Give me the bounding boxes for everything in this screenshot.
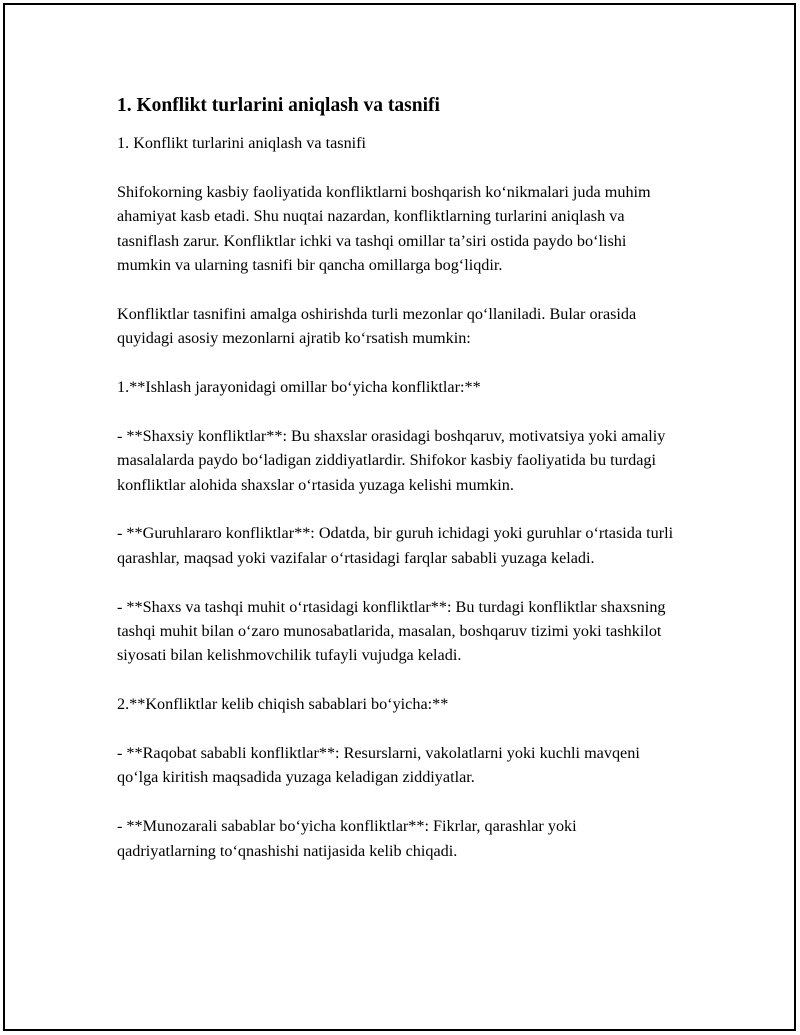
subtitle-paragraph: 1. Konflikt turlarini aniqlash va tasnifi (117, 134, 367, 152)
list-item-environment-conflicts: - **Shaxs va tashqi muhit oʻrtasidagi konfliktlar**: Bu turdagi konfliktlar shaxsning tashqi muhit bilan oʻzaro munosabatlarida, masalan, boshqaruv tizimi yoki tashkilot siyosati bilan kelishmovchilik tufayli vujudga keladi. (117, 597, 666, 665)
list-item-personal-conflicts: - **Shaxsiy konfliktlar**: Bu shaxslar orasidagi boshqaruv, motivatsiya yoki amaliy masalalarda paydo boʻladigan ziddiyatlardir. Shifokor kasbiy faoliyatida bu turdagi konfliktlar alohida shaxslar oʻrtasida yuzaga kelishi mumkin. (117, 426, 666, 494)
list-item-debate-conflicts: - **Munozarali sabablar boʻyicha konfliktlar**: Fikrlar, qarashlar yoki qadriyatlarning toʻqnashishi natijasida kelib chiqadi. (117, 817, 577, 860)
section-2-title: 2.**Konfliktlar kelib chiqish sabablari boʻyicha:** (117, 695, 449, 714)
document-body (117, 93, 677, 887)
intro-paragraph: Shifokorning kasbiy faoliyatida konfliktlarni boshqarish koʻnikmalari juda muhim ahamiyat kasb etadi. Shu nuqtai nazardan, konfliktlarning turlarini aniqlash va tasniflash zarur. Konfliktlar ichki va tashqi omillar taʼsiri ostida paydo boʻlishi mumkin va ularning tasnifi bir qancha omillarga bogʻliqdir. (117, 182, 651, 275)
document-heading: 1. Konflikt turlarini aniqlash va tasnifi (117, 95, 440, 116)
criteria-paragraph: Konfliktlar tasnifini amalga oshirishda turli mezonlar qoʻllaniladi. Bular orasida quyidagi asosiy mezonlarni ajratib koʻrsatish mumkin: (117, 304, 637, 348)
list-item-intergroup-conflicts: - **Guruhlararo konfliktlar**: Odatda, bir guruh ichidagi yoki guruhlar oʻrtasida turli qarashlar, maqsad yoki vazifalar oʻrtasidagi farqlar sababli yuzaga keladi. (117, 524, 674, 567)
section-1-title: 1.**Ishlash jarayonidagi omillar boʻyicha konfliktlar:** (117, 378, 481, 397)
list-item-competition-conflicts: - **Raqobat sababli konfliktlar**: Resurslarni, vakolatlarni yoki kuchli mavqeni qoʻlga kiritish maqsadida yuzaga keladigan ziddiyatlar. (117, 744, 640, 787)
